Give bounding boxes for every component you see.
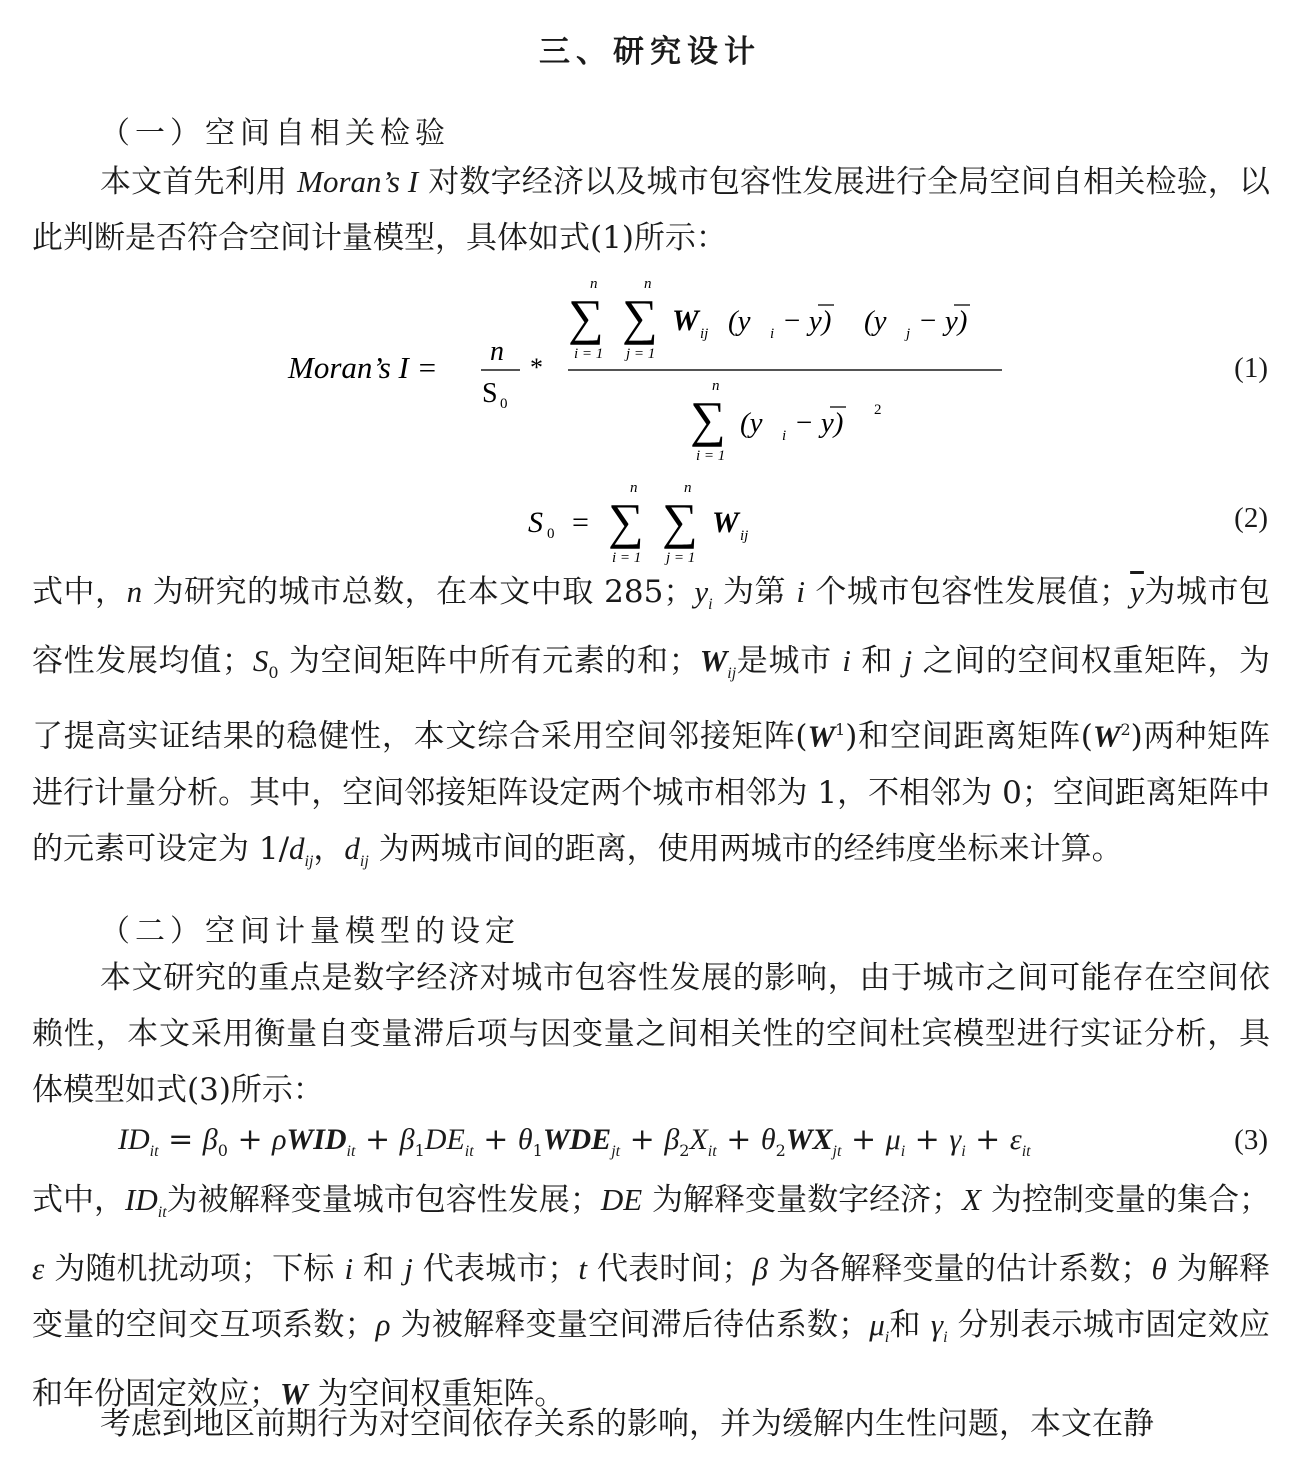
text-run: it [464, 1143, 474, 1160]
text-run: = [158, 1122, 203, 1157]
text-run: μ [869, 1307, 885, 1343]
text-run: θ [1151, 1251, 1167, 1287]
text-run: S [252, 643, 269, 679]
text-run: t [578, 1251, 587, 1287]
eq2-sum2-lower: j = 1 [666, 550, 696, 566]
text-run: d [289, 830, 305, 866]
text-run: β [664, 1123, 680, 1156]
eq1-den-term: (y [740, 407, 763, 439]
text-run: ij [727, 665, 737, 683]
text-run: + [473, 1122, 518, 1157]
equation-3-body [118, 1122, 1031, 1161]
text-run: 和 [889, 1307, 931, 1344]
equation-2-number: (2) [1234, 502, 1268, 534]
paragraph-intro-moran [32, 154, 1270, 266]
text-run: θ [760, 1123, 776, 1156]
eq2-lhs-sub: 0 [547, 526, 555, 542]
text-run: ρ [375, 1307, 391, 1343]
eq1-frac-den: S [482, 378, 498, 409]
equation-3-number: (3) [1234, 1124, 1268, 1156]
eq1-sum2-lower: j = 1 [626, 346, 656, 362]
text-run: 为研究的城市总数，在本文中取 285； [142, 574, 695, 610]
text-run: β [202, 1123, 218, 1156]
eq1-den-square: 2 [874, 402, 882, 418]
text-run: WX [785, 1123, 833, 1156]
text-run: + [227, 1122, 273, 1157]
eq1-num-term2-rest: − y) [918, 305, 968, 337]
text-run: i [842, 643, 851, 679]
eq1-frac-num: n [490, 336, 504, 367]
text-run: W [1092, 718, 1121, 754]
text-run: n [126, 574, 143, 609]
eq1-den-sum-upper: n [712, 378, 720, 394]
text-run: 为随机扰动项；下标 [44, 1251, 345, 1288]
paragraph-sdm-definitions [32, 1172, 1270, 1422]
text-run: β [752, 1251, 768, 1287]
text-run: 对数字经济以及城市包容性发展进行全局空间自相关检验，以此判断是否符合空间计量模型，具体如式(1)所示： [32, 164, 1270, 256]
paragraph-dynamic-intro [32, 1396, 1270, 1452]
text-run: 2 [1120, 720, 1131, 740]
eq1-sum1-sigma: ∑ [568, 289, 604, 345]
text-run: ， [313, 830, 345, 867]
text-run: + [965, 1122, 1010, 1157]
eq1-sum2-upper: n [644, 276, 652, 292]
subsection-heading-1: （一）空间自相关检验 [100, 116, 450, 151]
eq1-den-sum-lower: i = 1 [696, 448, 726, 464]
eq1-sum1-lower: i = 1 [574, 346, 604, 362]
text-run: it [149, 1143, 159, 1160]
text-run: 是城市 [736, 643, 843, 680]
text-run: + [716, 1122, 761, 1157]
text-run: 为解释变量数字经济； [642, 1182, 963, 1218]
text-run: 为两城市间的距离，使用两城市的经纬度坐标来计算。 [368, 830, 1123, 867]
text-run: W [807, 718, 836, 754]
text-run: 为解释变量的空间交互项系数； [32, 1251, 1270, 1344]
text-run: 0 [268, 663, 279, 683]
text-run: j [903, 643, 913, 679]
text-run: WDE [542, 1123, 612, 1156]
equation-2-svg [0, 476, 1300, 568]
text-run: 2 [775, 1141, 786, 1160]
eq1-num-W: W [672, 304, 699, 337]
text-run: Moran’s I [297, 164, 419, 199]
text-run: γ [949, 1123, 962, 1156]
text-run: 个城市包容性发展值； [805, 574, 1131, 610]
text-run: 本文研究的重点是数字经济对城市包容性发展的影响，由于城市之间可能存在空间依赖性，本文采用衡量自变量滞后项与因变量之间相关性的空间杜宾模型进行实证分析，具体模型如式(3)所示： [32, 960, 1270, 1108]
text-run: 为各解释变量的估计系数； [767, 1251, 1152, 1288]
text-run: $\overline{y}$ [1130, 574, 1144, 609]
text-run: i [796, 574, 806, 609]
text-run: θ [517, 1123, 533, 1156]
eq2-lhs: S [528, 506, 543, 539]
equation-1-svg [0, 272, 1300, 472]
text-run: ID [125, 1182, 158, 1217]
eq2-W: W [712, 506, 739, 539]
text-run: + [355, 1122, 400, 1157]
text-run: i [344, 1251, 354, 1287]
equation-2 [0, 476, 1300, 568]
text-run: ρ [272, 1123, 287, 1156]
text-run: i [961, 1143, 966, 1160]
text-run: ij [304, 852, 314, 870]
text-run: 为空间矩阵中所有元素的和； [278, 643, 700, 680]
text-run: i [900, 1143, 906, 1160]
text-run: W [699, 643, 728, 679]
eq1-num-W-sub: ij [700, 326, 709, 342]
text-run: + [620, 1122, 665, 1157]
text-run: β [399, 1123, 415, 1156]
text-run: 代表时间； [586, 1251, 753, 1288]
eq1-den-term-rest: − y) [794, 407, 844, 439]
eq1-sum1-upper: n [590, 276, 598, 292]
text-run: y [694, 574, 709, 609]
text-run: 2 [679, 1141, 690, 1160]
text-run: jt [611, 1143, 621, 1160]
paragraph-sdm-intro [32, 950, 1270, 1118]
text-run: 为被解释变量城市包容性发展； [166, 1182, 601, 1218]
eq1-num-term1-rest: − y) [782, 305, 832, 337]
text-run: j [404, 1251, 413, 1287]
text-run: i [943, 1329, 948, 1347]
text-run: )两种矩阵进行计量分析。其中，空间邻接矩阵设定两个城市相邻为 1，不相邻为 0；空间距离矩阵中的元素可设定为 1/ [32, 718, 1270, 867]
eq1-den-sigma: ∑ [690, 391, 726, 447]
eq1-frac-den-sub: 0 [500, 396, 508, 412]
text-run: ij [359, 852, 369, 870]
eq1-star: * [530, 353, 543, 382]
text-run: d [344, 830, 360, 866]
text-run: + [905, 1122, 950, 1157]
text-run: 1 [835, 720, 846, 740]
text-run: 式中， [32, 574, 127, 610]
eq1-num-term1: (y [728, 305, 751, 337]
section-heading: 三、研究设计 [539, 34, 761, 70]
text-run: DE [600, 1182, 643, 1217]
text-run: γ [930, 1307, 944, 1343]
text-run: 分别表示城市固定效应和年份固定效应； [32, 1307, 1271, 1413]
text-run: 为空间权重矩阵。 [307, 1376, 566, 1413]
eq1-num-term2: (y [864, 305, 887, 337]
text-run: it [1021, 1143, 1031, 1160]
eq2-W-sub: ij [740, 528, 749, 544]
text-run: i [708, 596, 713, 614]
text-run: + [841, 1122, 886, 1157]
text-run: it [157, 1204, 167, 1222]
subsection-heading-2: （二）空间计量模型的设定 [100, 914, 520, 949]
text-run: i [884, 1329, 890, 1347]
text-run: 式中， [32, 1182, 126, 1218]
text-run: 本文首先利用 [100, 164, 298, 200]
eq1-den-term-sub: i [782, 428, 787, 444]
eq2-equals: = [572, 506, 589, 539]
text-run: 和 [353, 1251, 405, 1288]
text-run: 为控制变量的集合； [981, 1182, 1271, 1218]
eq2-sum1-sigma: ∑ [608, 493, 644, 549]
equation-1-number: (1) [1234, 352, 1268, 384]
text-run: 和 [850, 643, 904, 680]
text-run: 为被解释变量空间滞后待估系数； [390, 1307, 870, 1344]
text-run: μ [885, 1123, 901, 1156]
equation-1 [0, 272, 1300, 472]
text-run: 1 [414, 1141, 425, 1160]
text-run: 0 [217, 1141, 228, 1160]
eq1-lhs: Moran’s I = [288, 350, 438, 385]
eq1-num-term1-sub: i [770, 326, 775, 342]
eq1-num-term2-sub: j [906, 326, 911, 342]
text-run: 1 [532, 1141, 543, 1160]
text-run: )和空间距离矩阵( [845, 718, 1093, 755]
text-run: X [962, 1182, 982, 1217]
text-run: it [707, 1143, 717, 1160]
text-run: 之间的空间权重矩阵，为了提高实证结果的稳健性，本文综合采用空间邻接矩阵( [32, 643, 1271, 755]
text-run: ID [118, 1123, 150, 1156]
text-run: it [346, 1143, 356, 1160]
text-run: ε [1009, 1123, 1022, 1156]
text-run: DE [424, 1123, 465, 1156]
text-run: W [280, 1376, 308, 1412]
text-run: WID [286, 1123, 347, 1156]
eq2-sum1-upper: n [630, 480, 638, 496]
text-run: jt [832, 1143, 842, 1160]
eq2-sum1-lower: i = 1 [612, 550, 642, 566]
eq2-sum2-sigma: ∑ [662, 493, 698, 549]
eq2-sum2-upper: n [684, 480, 692, 496]
text-run: 为城市包容性发展均值； [32, 574, 1270, 680]
text-run: ε [32, 1251, 45, 1287]
equation-3 [0, 1118, 1300, 1174]
text-run: 为第 [712, 574, 797, 610]
text-run: 考虑到地区前期行为对空间依存关系的影响，并为缓解内生性问题，本文在静 [100, 1406, 1154, 1442]
paragraph-variable-definitions [32, 564, 1270, 890]
text-run: 代表城市； [412, 1251, 579, 1288]
eq1-sum2-sigma: ∑ [622, 289, 658, 345]
text-run: X [689, 1123, 708, 1156]
